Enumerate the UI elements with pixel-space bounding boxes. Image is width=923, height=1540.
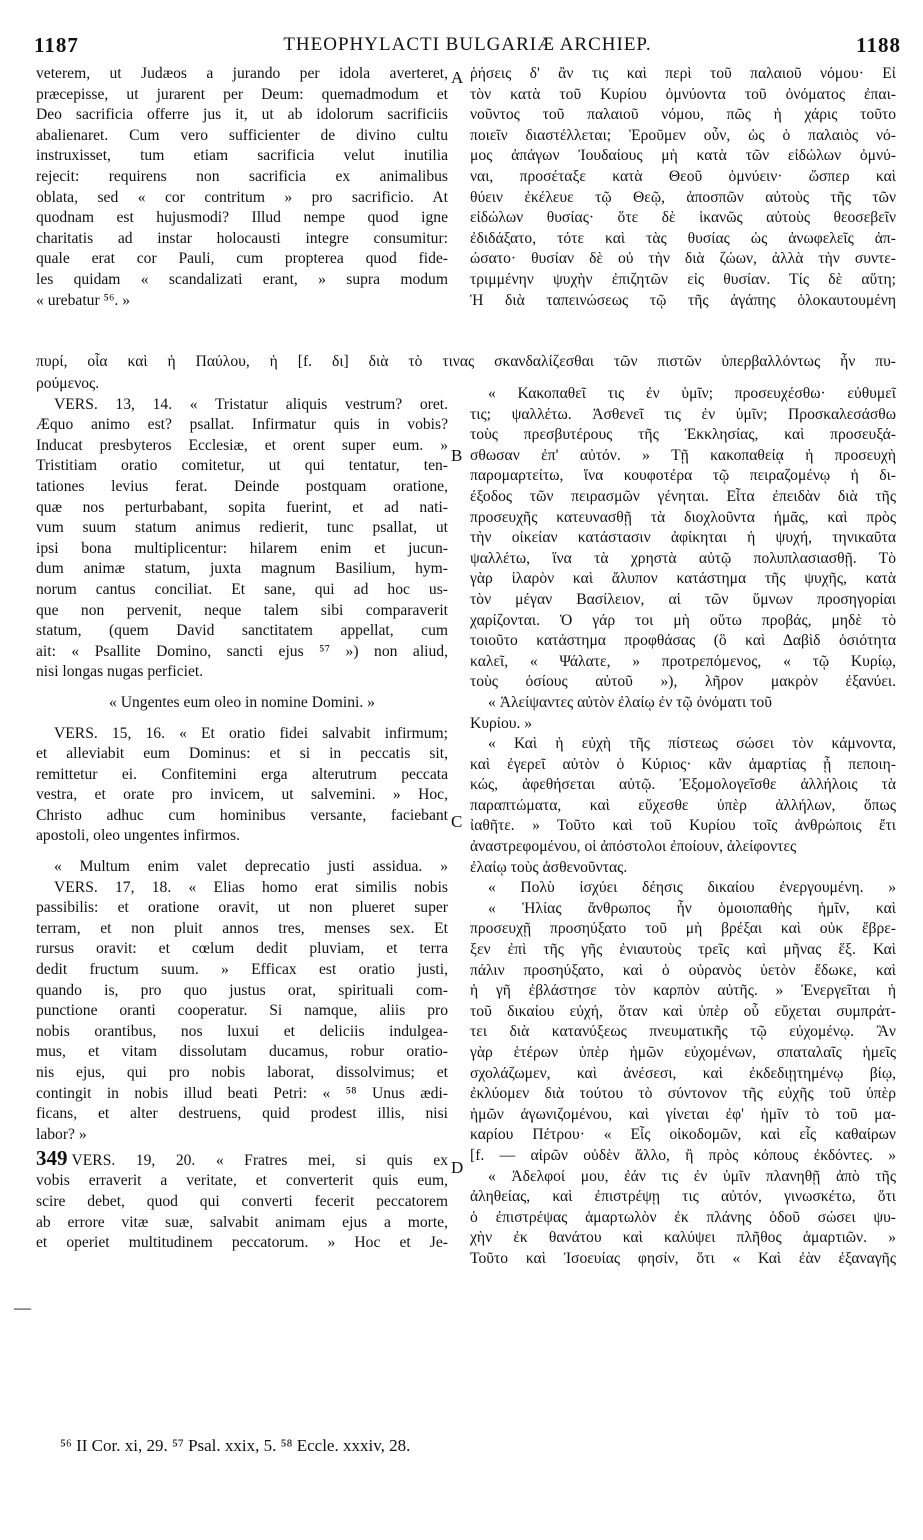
margin-marker-d: D xyxy=(451,1158,464,1177)
text-line: προσευχῇ προσηύξατο τοῦ μὴ βρέξαι καὶ οὐκ ἔβρε- xyxy=(470,920,896,938)
text-line: τὴν οἰκείαν κατάστασιν ἀφίκηται ἡ ψυχή, τηνικαῦτα xyxy=(470,529,896,547)
margin-marker-c: C xyxy=(451,812,463,831)
text-line: Deo sacrificia offerre jus it, ut ab idolorum sacrificiis xyxy=(36,106,448,124)
text-line: ἐκλύομεν διὰ τούτου τὸ σύντονον τῆς εὐχῆς τοῦ ὑπὲρ xyxy=(470,1085,896,1103)
text-line: χαρίζονται. Ὁ γάρ τοι μὴ οὕτω προβάς, μηδὲ τὸ xyxy=(470,611,896,629)
text-line: dum animæ statum, juxta magnum Basilium, hym- xyxy=(36,560,448,578)
text-line: « Πολὺ ἰσχύει δέησις δικαίου ἐνεργουμένη. » xyxy=(488,879,896,897)
text-line: ἀληθείας, καὶ ἐπιστρέψῃ τις αὐτόν, γινωσκέτω, ὅτι xyxy=(470,1188,896,1206)
text-line: τοιοῦτο κατάστημα προφθάσας (ὃ καὶ Δαβὶδ ὁσιότητα xyxy=(470,632,896,650)
text-line: quando is, pro quo justus orat, spirituali com- xyxy=(36,981,448,999)
text-line xyxy=(470,374,896,384)
text-line: « Multum enim valet deprecatio justi assidua. » xyxy=(54,858,448,876)
text-line: νοῦντος τοῦ παλαιοῦ νόμου, πῶς ἡ χάρις τοῦτο xyxy=(470,106,896,124)
text-line: προσευχῆς κατευνασθῇ τὰ διοχλοῦντα ἡμᾶς, καὶ πρὸς xyxy=(470,508,896,526)
verse-text: VERS. 19, 20. « Fratres mei, si quis ex xyxy=(71,1152,448,1170)
text-line: et alleviabit eum Dominus: et si in peccatis sit, xyxy=(36,745,448,763)
text-line: charitatis ad instar holocausti integre consumitur: xyxy=(36,229,448,247)
text-line: passibilis: et oratione oravit, ut non plueret super xyxy=(36,899,448,917)
text-line: « Ἠλίας ἄνθρωπος ἦν ὁμοιοπαθὴς ἡμῖν, καὶ xyxy=(488,899,896,917)
text-line: quale erat cor Pauli, cum propterea quod fide- xyxy=(36,250,448,268)
text-line: nisi longas nugas perficiet. xyxy=(36,663,204,681)
text-line: les quidam « scandalizati erant, » supra modum xyxy=(36,270,448,288)
text-line: veterem, ut Judæos a jurando per idola averteret, xyxy=(36,65,448,82)
text-line: remittetur ei. Confitemini erga alterutrum peccata xyxy=(36,765,448,783)
text-line: apostoli, oleo ungentes infirmos. xyxy=(36,827,240,845)
text-line: vestra, et orate pro invicem, ut salvemini. » Hoc, xyxy=(36,786,448,804)
text-line: rursus oravit: et cœlum dedit pluviam, et terra xyxy=(36,940,448,958)
text-line: [f. — αἰρῶν οὐδὲν ἄλλο, ἢ πρὸς κόπους ἐκδόντες. » xyxy=(470,1146,896,1164)
text-line: Æquo animo est? psallat. Infirmatur quis in vobis? xyxy=(36,416,448,434)
text-line: terram, et non pluit annos tres, menses sex. Et xyxy=(36,919,448,937)
text-line: contingit in nobis illud beati Petri: « ⁵⁸ Unus ædi- xyxy=(36,1084,448,1102)
text-line: ξεν ἐπὶ τῆς γῆς ἐνιαυτοὺς τρεῖς καὶ μῆνας ἕξ. Καὶ xyxy=(470,941,896,959)
margin-marker-a: A xyxy=(451,68,464,87)
text-line: « urebatur ⁵⁶. » xyxy=(36,291,131,309)
text-line: Inducat presbyteros Ecclesiæ, et orent super eum. » xyxy=(36,436,448,454)
text-line: γὰρ ἱλαρὸν καὶ ἄλυπον κατάστημα τῆς ψυχῆς, κατὰ xyxy=(470,570,896,588)
text-line: καὶ ἐγερεῖ αὐτὸν ὁ Κύριος· κἂν ἁμαρτίας ᾖ πεποιη- xyxy=(470,755,896,773)
text-line: scire debet, quod qui converti fecerit peccatorem xyxy=(36,1192,448,1210)
text-line: instruxisset, tum etiam sacrificia velut inutilia xyxy=(36,147,448,165)
text-line: τει διὰ κατανύξεως πνευματικῆς τῷ εὐχομένῳ. Ἂν xyxy=(470,1023,896,1041)
text-line: ait: « Psallite Domino, sancti ejus ⁵⁷ ») non aliud, xyxy=(36,642,448,660)
text-line: τριμμένην ψυχὴν ἐπιζητῶν εἰς θυσίαν. Τίς δὲ αὕτη; xyxy=(470,270,896,288)
text-line: παρομαρτείτω, ἵνα κουφοτέρα τῷ πειραζομένῳ ἡ δι- xyxy=(470,467,896,485)
text-line: « Ἀλείψαντες αὐτὸν ἐλαίῳ ἐν τῷ ὀνόματι τοῦ xyxy=(488,693,772,711)
text-line: Tristitiam oratio comitetur, ut qui tentatur, ten- xyxy=(36,457,448,475)
latin-column-top xyxy=(36,64,448,311)
text-line: εἰδώλων θυσίας· ὅτε δὲ ἱκανῶς αὐτοὺς θεοσεβεῖν xyxy=(470,209,896,227)
text-line: παραπτώματα, καὶ εὔχεσθε ὑπὲρ ἀλλήλων, ὅπως xyxy=(470,796,896,814)
text-line: ἐλαίῳ τοὺς ἀσθενοῦντας. xyxy=(470,858,628,876)
text-line: τοὺς πρεσβυτέρους τῆς Ἐκκλησίας, καὶ προσευξά- xyxy=(470,426,896,444)
text-line: ἰαθῆτε. » Τοῦτο καὶ τοῦ Κυρίου τοῖς ἀνθρώποις ἔτι xyxy=(470,817,896,835)
text-line: έξοδος τῶν πειρασμῶν γένηται. Εἶτα ἐπειδὰν διὰ τῆς xyxy=(470,487,896,505)
text-line: ἐδιδάξατο, τότε καὶ τὰς θυσίας ὡς ἀνωφελεῖς ἀπ- xyxy=(470,229,896,247)
page-number-left: 1187 xyxy=(34,33,79,57)
text-line: Κυρίου. » xyxy=(470,714,533,732)
text-line: ώσατο· θυσίαν δὲ οὐ τὴν διὰ ζώων, ἀλλὰ τὴν συντε- xyxy=(470,250,896,268)
text-line: γὰρ ἑτέρων ὑπὲρ ἡμῶν εὐχομένων, σπαταλαῖς ἡμεῖς xyxy=(470,1044,896,1061)
text-line: ἡμῶν ἀγωνιζομένου, καὶ γίνεται ἐφ' ἡμῖν τὸ τοῦ μα- xyxy=(470,1105,896,1123)
text-line: vum suum statum animus redierit, tunc psallat, ut xyxy=(36,519,448,537)
text-line: VERS. 17, 18. « Elias homo erat similis nobis xyxy=(54,878,448,896)
text-line: Ἡ διὰ ταπεινώσεως τῷ τῆς ἀγάπης ὁλοκαυτουμένη xyxy=(470,291,896,309)
margin-dash: — xyxy=(14,1298,31,1317)
text-line: et operiet multitudinem peccatorum. » Hoc et Je- xyxy=(36,1234,448,1252)
text-line: quodnam est hujusmodi? Illud nempe quod igne xyxy=(36,209,448,227)
page-number-right: 1188 xyxy=(856,33,901,57)
text-line: quæ nos perturbabant, sopita fuerint, et ad nati- xyxy=(36,498,448,516)
text-line: vobis erraverit a veritate, et converterit quis eum, xyxy=(36,1172,448,1190)
text-line xyxy=(36,683,448,693)
text-line: ναι, προσέταξε κατὰ Θεοῦ ὀμνύειν· ὥσπερ καὶ xyxy=(470,167,896,185)
text-line: ὁ ἐπιστρέψας ἁμαρτωλὸν ἐκ πλάνης ὁδοῦ σώσει ψυ- xyxy=(470,1208,896,1226)
text-line: rejecit: requirens non sacrificia ex animalibus xyxy=(36,167,448,185)
text-line: ποιεῖν διαστέλλεται; Ἐροῦμεν οὖν, ὡς ὁ παλαιὸς νό- xyxy=(470,126,896,144)
text-line: κώς, ἀφεθήσεται αὐτῷ. Ἐξομολογεῖσθε ἀλλήλοις τὰ xyxy=(470,776,896,794)
text-line xyxy=(36,1145,448,1171)
text-line: « Ἀδελφοί μου, ἐάν τις ἐν ὑμῖν πλανηθῇ ἀπὸ τῆς xyxy=(488,1167,896,1185)
latin-column-main xyxy=(36,374,448,1254)
text-line: norum cantus conciliat. Et sane, qui ad hoc us- xyxy=(36,580,448,598)
text-line: σθωσαν ἐπ' αὐτόν. » Τῇ κακοπαθείᾳ ἡ προσευχὴ xyxy=(470,446,896,464)
text-line: σχολάζωμεν, καὶ ἀνέσεσι, καὶ ἐκδεδιῃτημένῳ βίῳ, xyxy=(470,1064,896,1082)
text-line: abalienaret. Cum vero sufficienter de divino cultu xyxy=(36,126,448,144)
text-line: ψαλλέτω, ἵνα τὰ χρηστὰ αὐτῷ πολυπλασιασθῇ. Τὸ xyxy=(470,549,896,567)
text-line: « Ungentes eum oleo in nomine Domini. » xyxy=(109,693,375,711)
footnotes: ⁵⁶ II Cor. xi, 29. ⁵⁷ Psal. xxix, 5. ⁵⁸ Eccle. xxxiv, 28. xyxy=(60,1436,411,1455)
text-line: χὴν ἐκ θανάτου καὶ καλύψει πλῆθος ἁμαρτιῶν. » xyxy=(470,1229,896,1247)
text-line: τοὺς ὁσίους αὐτοῦ »), λῆρον μακρὸν ἐξανύει. xyxy=(470,673,896,691)
text-line: oblata, sed « cor contritum » pro sacrificio. At xyxy=(36,188,448,206)
text-line: præcepisse, ut jurarent per Deum: quemadmodum et xyxy=(36,85,448,103)
text-line: « Κακοπαθεῖ τις ἐν ὑμῖν; προσευχέσθω· εὐθυμεῖ xyxy=(488,385,896,402)
text-line: VERS. 13, 14. « Tristatur aliquis vestrum? oret. xyxy=(54,395,448,413)
text-line: τις; ψαλλέτω. Ἀσθενεῖ τις ἐν ὑμῖν; Προσκαλεσάσθω xyxy=(470,405,896,423)
text-line: que non pervenit, neque talem sibi comparaverit xyxy=(36,601,448,619)
text-line: Τοῦτο καὶ Ἰσοευίας φησίν, ὅτι « Καὶ ἐὰν ἐξαναγῆς xyxy=(470,1249,896,1267)
text-line: mus, et vitam dissolutam ducamus, robur oratio- xyxy=(36,1043,448,1061)
text-line: statum, (quem David sanctitatem appellat, cum xyxy=(36,622,448,640)
text-line: καλεῖ, « Ψάλατε, » προτρεπόμενος, « τῷ Κυρίῳ, xyxy=(470,652,896,670)
text-line: « Καὶ ἡ εὐχὴ τῆς πίστεως σώσει τὸν κάμνοντα, xyxy=(488,735,896,753)
text-line: τὸν κατὰ τοῦ Κυρίου ὀμνύοντα τοῦ ὀνόματος ἐπαι- xyxy=(470,85,896,103)
running-header xyxy=(34,33,901,59)
text-line: punctione oranti cooperatur. Si namque, aliis pro xyxy=(36,1002,448,1020)
text-line: μος ἀπάγων Ἰουδαίους μὴ κατὰ τῶν εἰδώλων ὀμνύ- xyxy=(470,147,896,165)
text-line: ipsi bona multiplicentur: hilarem enim et jucun- xyxy=(36,539,448,557)
text-line: labor? » xyxy=(36,1125,87,1143)
column-number: 349 xyxy=(36,1146,68,1171)
text-line xyxy=(36,847,448,857)
text-line: VERS. 15, 16. « Et oratio fidei salvabit infirmum; xyxy=(54,724,448,742)
full-width-greek-line: πυρί, οἷα καὶ ἡ Παύλου, ἡ [f. δι] διὰ τὸ τινας σκανδαλίζεσθαι τῶν πιστῶν ὑπερβαλλόντως ἦν πυ- xyxy=(36,353,896,370)
margin-marker-b: B xyxy=(451,446,463,465)
text-line: θύειν ἐκέλευε τῷ Θεῷ, ἀποσπῶν αὐτοὺς τῆς τῶν xyxy=(470,188,896,206)
text-line: ἀναστρεφομένου, οἱ ἀπόστολοι ἐποίουν, ἀλείφοντες xyxy=(470,838,797,856)
text-line: τοῦ δικαίου εὐχή, ὅταν καὶ ὑπὲρ οὗ εὔχεται συμπράτ- xyxy=(470,1002,896,1020)
greek-column-top xyxy=(470,64,896,311)
text-line: ῥήσεις δ' ἂν τις καὶ περὶ τοῦ παλαιοῦ νόμου· Εἰ xyxy=(470,65,896,82)
text-line: ficans, et alter destruens, quid prodest illis, nisi xyxy=(36,1105,448,1123)
text-line: ρούμενος. xyxy=(36,375,100,392)
text-line: Christo adhuc cum hominibus versante, faciebant xyxy=(36,806,448,824)
text-line: ab errore vitæ suæ, salvabit animam ejus a morte, xyxy=(36,1213,448,1231)
text-line: πάλιν προσηύξατο, καὶ ὁ οὐρανὸς ὑετὸν ἔδωκε, καὶ xyxy=(470,961,896,979)
text-line xyxy=(36,714,448,724)
text-line: tationes levius ferat. Deinde postquam oratione, xyxy=(36,477,448,495)
text-line: dedit fructum suum. » Efficax est oratio justi, xyxy=(36,961,448,979)
text-line: ἡ γῆ ἐβλάστησε τὸν καρπὸν αὐτῆς. » Ἐνεργεῖται ἡ xyxy=(470,982,896,1000)
text-line: nobis orantibus, nos luxui et deliciis indulgea- xyxy=(36,1022,448,1040)
running-title: THEOPHYLACTI BULGARIÆ ARCHIEP. xyxy=(283,34,652,55)
greek-column-main xyxy=(470,374,896,1270)
text-line: τὸν μέγαν Βασίλειον, αἱ τῶν ὕμνων προσηγορίαι xyxy=(470,590,896,608)
text-line: καρίου Πέτρου· « Εἷς οἰκοδομῶν, καὶ εἷς καθαίρων xyxy=(470,1126,896,1144)
text-line: nis ejus, qui pro nobis laborat, dissolvimus; et xyxy=(36,1064,448,1081)
